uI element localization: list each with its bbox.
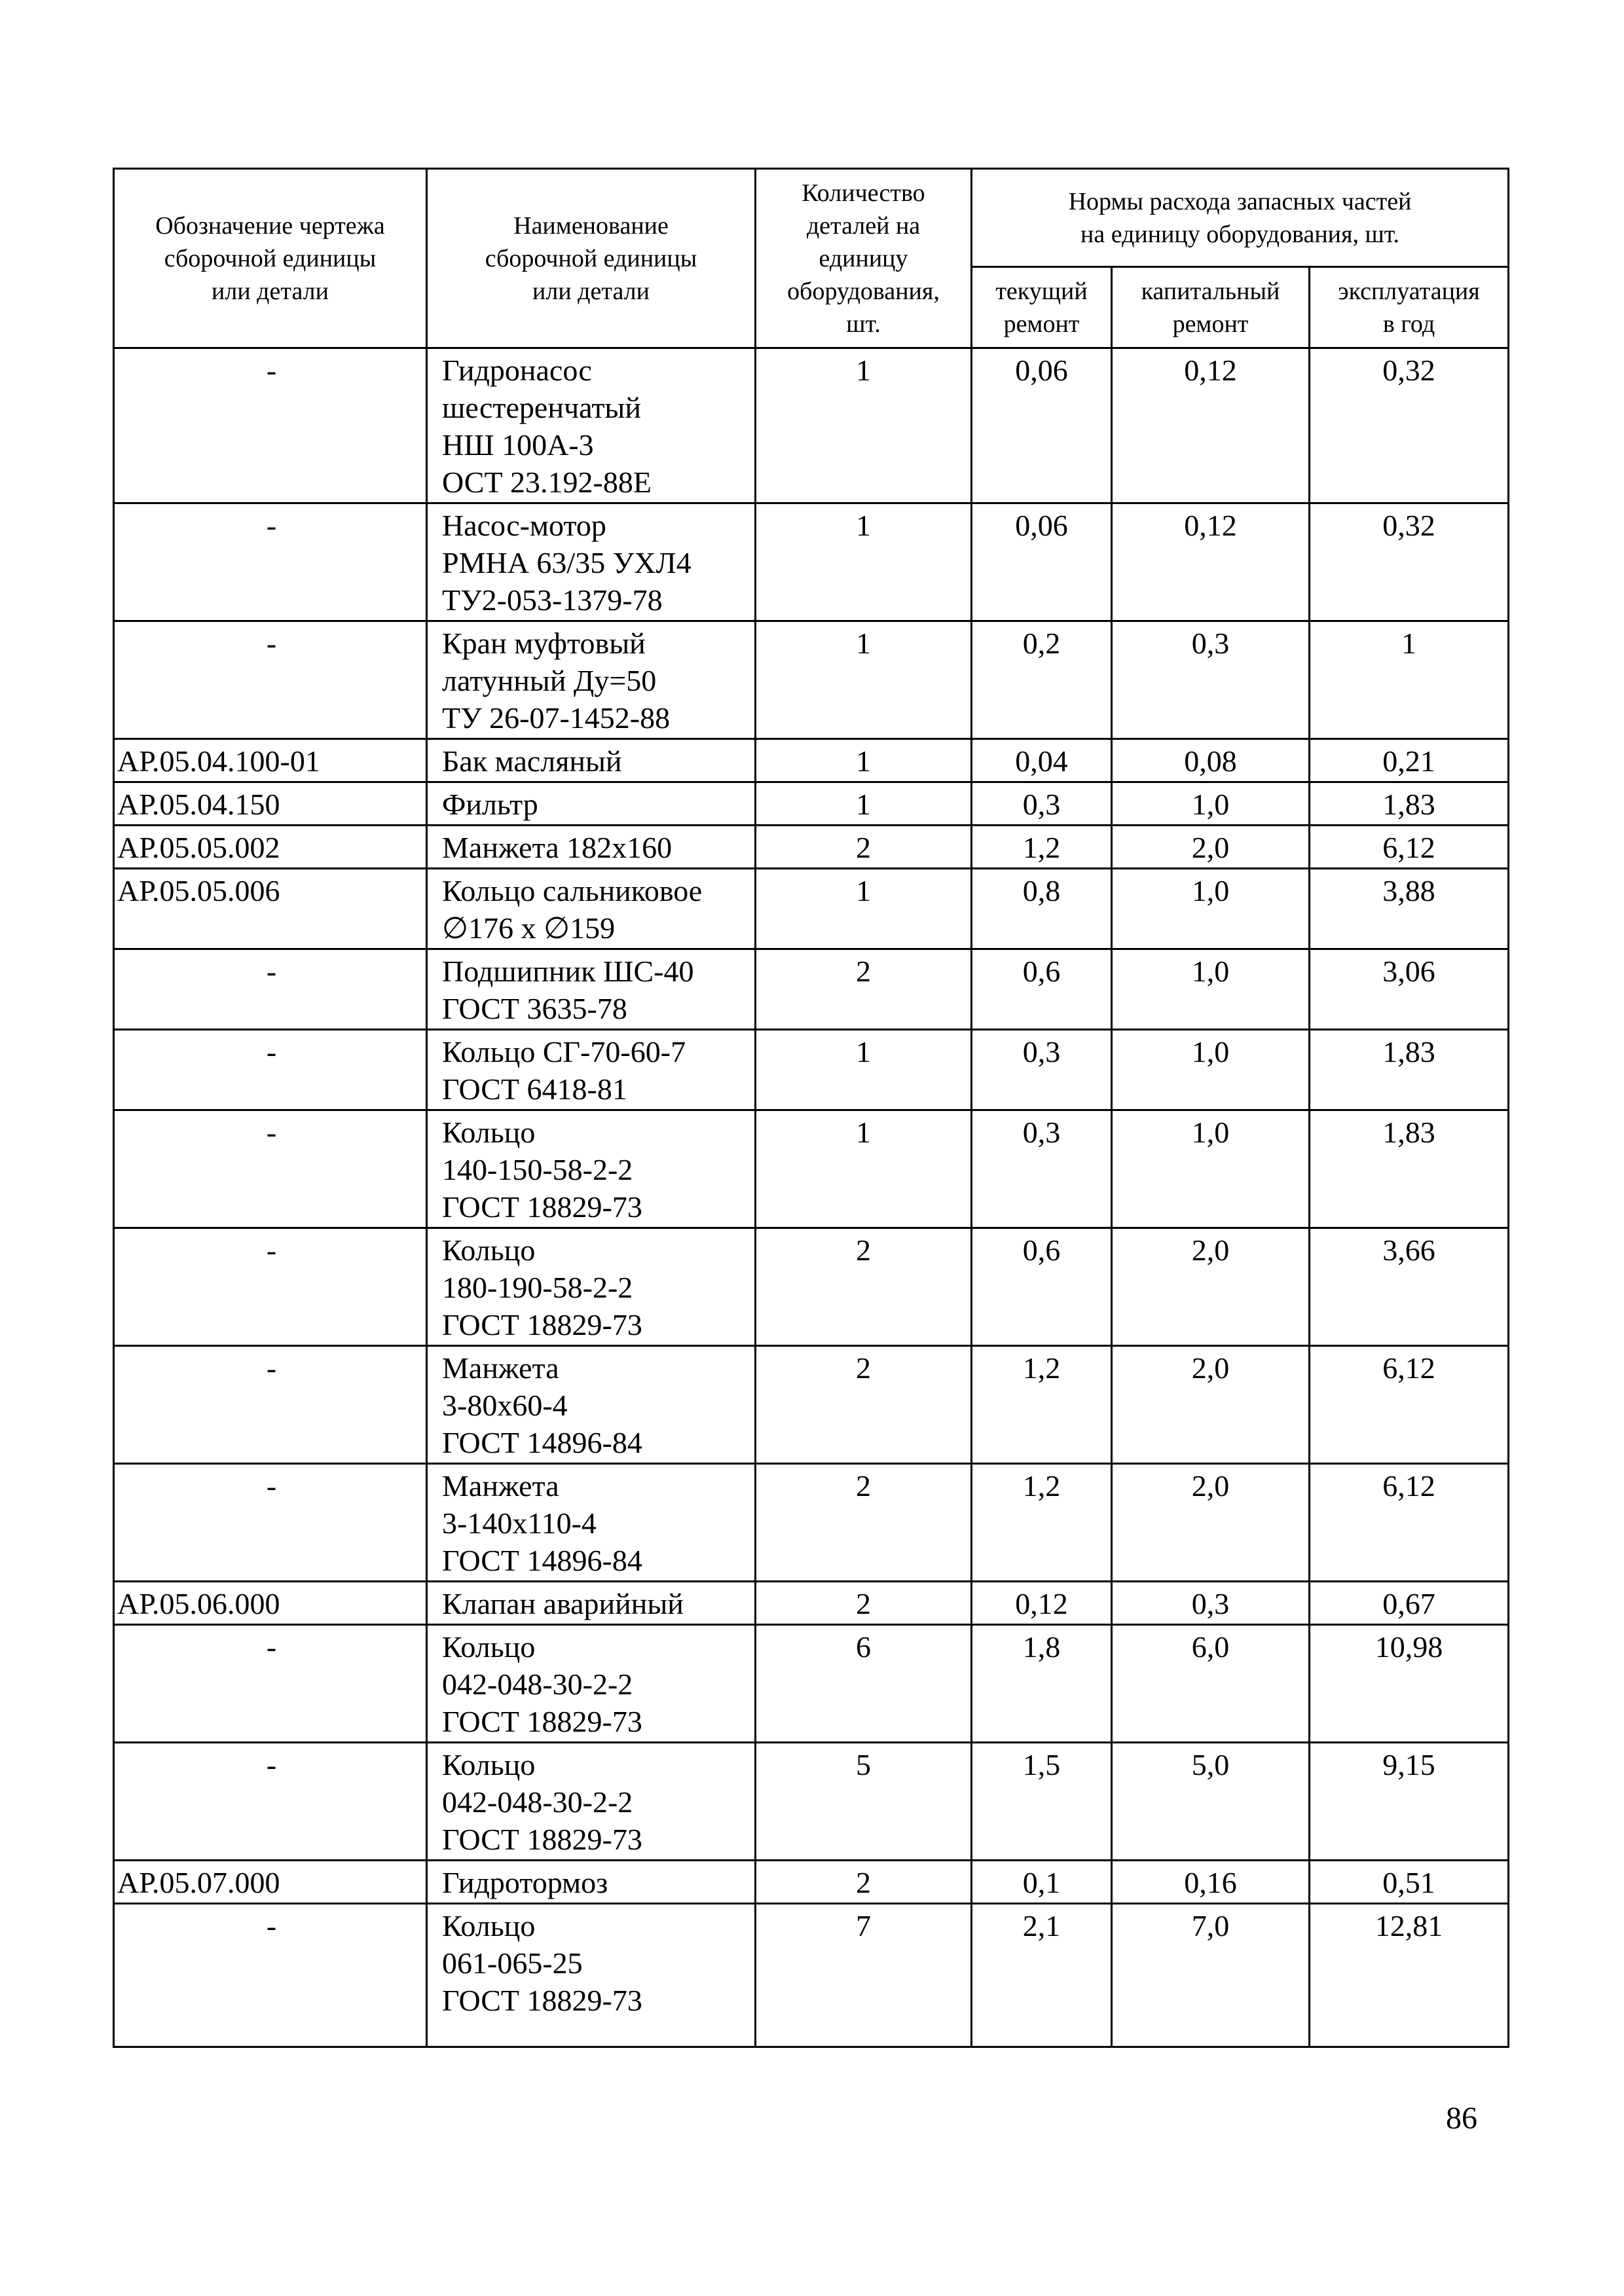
table-row: [114, 1030, 1509, 1110]
cell-designation: АР.05.05.002: [114, 826, 427, 869]
cell-name: Насос-мотор РМНА 63/35 УХЛ4 ТУ2-053-1379-78: [427, 503, 756, 621]
table-row: [114, 826, 1509, 869]
table-row: [114, 1464, 1509, 1582]
cell-quantity: 1: [756, 503, 972, 621]
cell-quantity: 6: [756, 1625, 972, 1743]
cell-quantity: 5: [756, 1743, 972, 1861]
cell-designation: -: [114, 1110, 427, 1228]
cell-capital-repair: 1,0: [1112, 1030, 1310, 1110]
cell-operation-year: 3,88: [1310, 869, 1509, 949]
cell-name: Кольцо 180-190-58-2-2 ГОСТ 18829-73: [427, 1228, 756, 1346]
table-row: [114, 503, 1509, 621]
cell-name: Подшипник ШС-40 ГОСТ 3635-78: [427, 949, 756, 1030]
cell-quantity: 2: [756, 1582, 972, 1625]
table-row: [114, 739, 1509, 782]
cell-designation: -: [114, 1228, 427, 1346]
cell-quantity: 1: [756, 869, 972, 949]
cell-operation-year: 6,12: [1310, 1346, 1509, 1464]
header-name: Наименование сборочной единицы или детали: [427, 169, 756, 348]
cell-current-repair: 0,8: [972, 869, 1112, 949]
cell-current-repair: 0,12: [972, 1582, 1112, 1625]
cell-name: Кольцо 061-065-25 ГОСТ 18829-73: [427, 1904, 756, 2047]
cell-current-repair: 2,1: [972, 1904, 1112, 2047]
cell-capital-repair: 0,08: [1112, 739, 1310, 782]
cell-quantity: 7: [756, 1904, 972, 2047]
cell-name: Манжета 3-140х110-4 ГОСТ 14896-84: [427, 1464, 756, 1582]
cell-current-repair: 1,5: [972, 1743, 1112, 1861]
cell-name: Кольцо 140-150-58-2-2 ГОСТ 18829-73: [427, 1110, 756, 1228]
cell-current-repair: 1,8: [972, 1625, 1112, 1743]
cell-name: Клапан аварийный: [427, 1582, 756, 1625]
cell-quantity: 2: [756, 949, 972, 1030]
cell-designation: АР.05.07.000: [114, 1861, 427, 1904]
cell-capital-repair: 2,0: [1112, 1228, 1310, 1346]
cell-designation: -: [114, 1904, 427, 2047]
cell-designation: -: [114, 621, 427, 739]
cell-capital-repair: 1,0: [1112, 869, 1310, 949]
cell-current-repair: 0,3: [972, 1030, 1112, 1110]
header-capital-repair: капитальный ремонт: [1112, 267, 1310, 348]
cell-capital-repair: 5,0: [1112, 1743, 1310, 1861]
cell-quantity: 1: [756, 348, 972, 503]
cell-quantity: 1: [756, 1110, 972, 1228]
cell-current-repair: 1,2: [972, 1346, 1112, 1464]
cell-quantity: 1: [756, 1030, 972, 1110]
header-operation-year: эксплуатация в год: [1310, 267, 1509, 348]
cell-capital-repair: 2,0: [1112, 1346, 1310, 1464]
header-designation: Обозначение чертежа сборочной единицы или детали: [114, 169, 427, 348]
cell-quantity: 2: [756, 1346, 972, 1464]
table-row: [114, 1346, 1509, 1464]
cell-capital-repair: 0,3: [1112, 1582, 1310, 1625]
table-row: [114, 1582, 1509, 1625]
cell-operation-year: 6,12: [1310, 826, 1509, 869]
cell-current-repair: 0,04: [972, 739, 1112, 782]
cell-operation-year: 1,83: [1310, 1110, 1509, 1228]
cell-operation-year: 1,83: [1310, 782, 1509, 826]
cell-name: Гидротормоз: [427, 1861, 756, 1904]
cell-name: Кольцо 042-048-30-2-2 ГОСТ 18829-73: [427, 1625, 756, 1743]
cell-quantity: 2: [756, 826, 972, 869]
cell-designation: -: [114, 1743, 427, 1861]
cell-operation-year: 0,32: [1310, 503, 1509, 621]
cell-operation-year: 0,21: [1310, 739, 1509, 782]
cell-capital-repair: 2,0: [1112, 1464, 1310, 1582]
header-current-repair: текущий ремонт: [972, 267, 1112, 348]
cell-operation-year: 12,81: [1310, 1904, 1509, 2047]
header-quantity: Количество деталей на единицу оборудования, шт.: [756, 169, 972, 348]
cell-name: Кольцо 042-048-30-2-2 ГОСТ 18829-73: [427, 1743, 756, 1861]
cell-name: Кольцо сальниковое ∅176 х ∅159: [427, 869, 756, 949]
cell-designation: -: [114, 1625, 427, 1743]
cell-quantity: 1: [756, 739, 972, 782]
table-row: [114, 1743, 1509, 1861]
cell-operation-year: 10,98: [1310, 1625, 1509, 1743]
cell-quantity: 2: [756, 1464, 972, 1582]
cell-capital-repair: 1,0: [1112, 782, 1310, 826]
table-row: [114, 949, 1509, 1030]
cell-operation-year: 3,06: [1310, 949, 1509, 1030]
cell-operation-year: 9,15: [1310, 1743, 1509, 1861]
cell-operation-year: 0,51: [1310, 1861, 1509, 1904]
cell-designation: АР.05.06.000: [114, 1582, 427, 1625]
cell-designation: -: [114, 949, 427, 1030]
cell-capital-repair: 0,12: [1112, 348, 1310, 503]
cell-current-repair: 0,3: [972, 782, 1112, 826]
cell-designation: -: [114, 1464, 427, 1582]
cell-quantity: 2: [756, 1861, 972, 1904]
cell-current-repair: 0,6: [972, 1228, 1112, 1346]
cell-name: Кран муфтовый латунный Ду=50 ТУ 26-07-1452-88: [427, 621, 756, 739]
cell-designation: -: [114, 1030, 427, 1110]
cell-current-repair: 0,06: [972, 348, 1112, 503]
cell-quantity: 1: [756, 782, 972, 826]
cell-capital-repair: 6,0: [1112, 1625, 1310, 1743]
cell-designation: -: [114, 503, 427, 621]
cell-current-repair: 0,6: [972, 949, 1112, 1030]
cell-capital-repair: 1,0: [1112, 949, 1310, 1030]
cell-current-repair: 0,2: [972, 621, 1112, 739]
cell-operation-year: 3,66: [1310, 1228, 1509, 1346]
cell-capital-repair: 2,0: [1112, 826, 1310, 869]
table-row: [114, 1110, 1509, 1228]
cell-capital-repair: 7,0: [1112, 1904, 1310, 2047]
cell-current-repair: 0,3: [972, 1110, 1112, 1228]
cell-operation-year: 0,32: [1310, 348, 1509, 503]
cell-capital-repair: 0,12: [1112, 503, 1310, 621]
cell-current-repair: 1,2: [972, 826, 1112, 869]
cell-name: Гидронасос шестеренчатый НШ 100А-3 ОСТ 23.192-88Е: [427, 348, 756, 503]
table-header: [114, 169, 1509, 348]
cell-capital-repair: 0,3: [1112, 621, 1310, 739]
cell-designation: АР.05.04.150: [114, 782, 427, 826]
cell-name: Бак масляный: [427, 739, 756, 782]
cell-designation: -: [114, 1346, 427, 1464]
table-row: [114, 1904, 1509, 2047]
cell-name: Манжета 182х160: [427, 826, 756, 869]
cell-name: Фильтр: [427, 782, 756, 826]
table-row: [114, 621, 1509, 739]
page-number: 86: [1446, 2101, 1477, 2136]
table-row: [114, 869, 1509, 949]
table-row: [114, 782, 1509, 826]
table-row: [114, 1861, 1509, 1904]
cell-designation: АР.05.04.100-01: [114, 739, 427, 782]
cell-operation-year: 6,12: [1310, 1464, 1509, 1582]
header-norms-group: Нормы расхода запасных частей на единицу оборудования, шт.: [972, 169, 1509, 267]
table-row: [114, 348, 1509, 503]
cell-operation-year: 1,83: [1310, 1030, 1509, 1110]
cell-name: Кольцо СГ-70-60-7 ГОСТ 6418-81: [427, 1030, 756, 1110]
cell-operation-year: 1: [1310, 621, 1509, 739]
spare-parts-table: [113, 168, 1509, 2048]
table-row: [114, 1625, 1509, 1743]
table-body: [114, 348, 1509, 2047]
table-row: [114, 1228, 1509, 1346]
cell-current-repair: 0,1: [972, 1861, 1112, 1904]
cell-designation: -: [114, 348, 427, 503]
cell-quantity: 2: [756, 1228, 972, 1346]
cell-designation: АР.05.05.006: [114, 869, 427, 949]
cell-quantity: 1: [756, 621, 972, 739]
cell-current-repair: 0,06: [972, 503, 1112, 621]
cell-name: Манжета 3-80х60-4 ГОСТ 14896-84: [427, 1346, 756, 1464]
cell-capital-repair: 1,0: [1112, 1110, 1310, 1228]
cell-current-repair: 1,2: [972, 1464, 1112, 1582]
cell-operation-year: 0,67: [1310, 1582, 1509, 1625]
cell-capital-repair: 0,16: [1112, 1861, 1310, 1904]
